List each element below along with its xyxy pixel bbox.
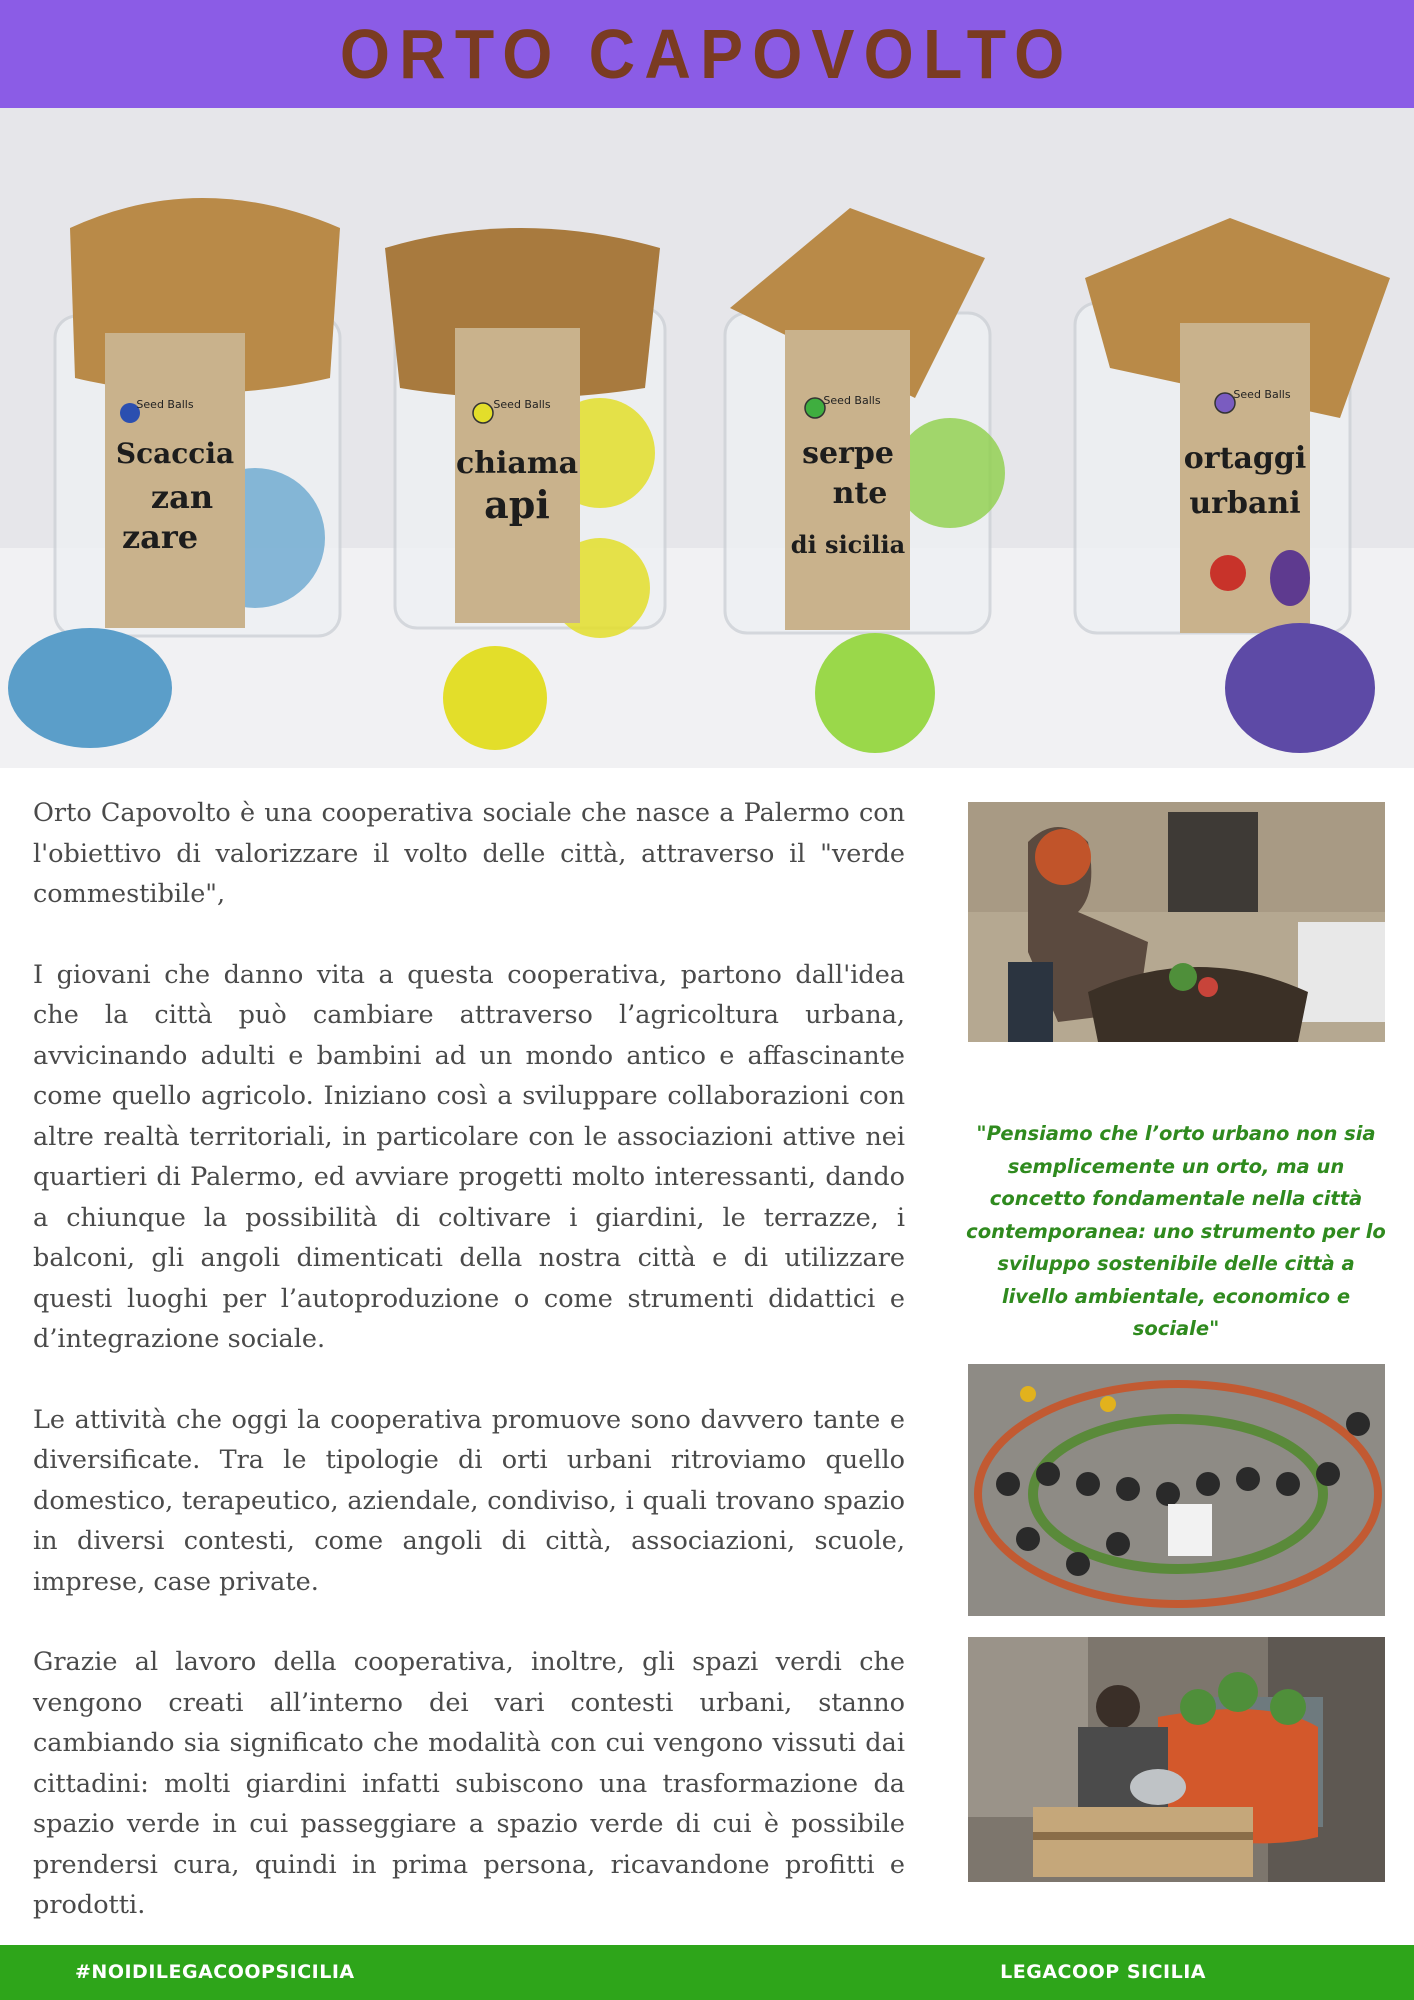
footer-hashtag: #NOIDILEGACOOPSICILIA <box>75 1961 355 1983</box>
jar-label-4-line2: urbani <box>1189 486 1301 521</box>
article-paragraph-4: Grazie al lavoro della cooperativa, inoltre, gli spazi verdi che vengono creati all’interno dei vari contesti urbani, stanno cambiando sia significato che modalità con cui vengono vissuti dai cittadini: molti giardini infatti subiscono una trasformazione da spazio verde in cui passeggiare a spazio verde di cui è possibile prendersi cura, quindi in prima persona, ricavandone profitti e prodotti. <box>33 1647 905 1920</box>
jar-label-2-line1: chiama <box>455 446 579 481</box>
jar-label-4-line1: ortaggi <box>1183 441 1307 476</box>
article-paragraph-1: Orto Capovolto è una cooperativa sociale che nasce a Palermo con l'obiettivo di valorizzare il volto delle città, attraverso il "verde commestibile", <box>33 798 905 909</box>
jar-label-1-line3: zare <box>121 518 199 556</box>
jar-brand-1: Seed Balls <box>136 398 194 411</box>
jar-label-1-line2: zan <box>150 478 214 516</box>
article-paragraph-3: Le attività che oggi la cooperativa promuove sono davvero tante e diversificate. Tra le tipologie di orti urbani ritroviamo quello domestico, terapeutico, aziendale, condiviso, i quali trovano spazio in diversi contesti, come angoli di città, associazioni, scuole, imprese, case private. <box>33 1404 905 1597</box>
page-header <box>0 0 1414 108</box>
jar-label-2-line2: api <box>484 482 550 527</box>
footer-organization: LEGACOOP SICILIA <box>1000 1961 1206 1983</box>
page-title: ORTO CAPOVOLTO <box>340 15 1074 93</box>
jar-label-3-line1: serpe <box>802 436 894 471</box>
jar-label-3-line3: di sicilia <box>790 530 906 559</box>
page-footer <box>0 1945 1414 2000</box>
photo-woman-gardening <box>968 802 1385 1042</box>
jar-brand-3: Seed Balls <box>823 394 881 407</box>
hero-image <box>0 108 1414 768</box>
pull-quote: "Pensiamo che l’orto urbano non sia semplicemente un orto, ma un concetto fondamentale nella città contemporanea: uno strumento per lo sviluppo sostenibile delle città a livello ambientale, economico e sociale" <box>966 1122 1386 1340</box>
jar-brand-4: Seed Balls <box>1233 388 1291 401</box>
photo-man-planter <box>968 1637 1385 1882</box>
jar-label-3-line2: nte <box>832 476 888 511</box>
jar-brand-2: Seed Balls <box>493 398 551 411</box>
jar-label-1-line1: Scaccia <box>115 437 235 470</box>
article-paragraph-2: I giovani che danno vita a questa cooperativa, partono dall'idea che la città può cambiare attraverso l’agricoltura urbana, avvicinando adulti e bambini ad un mondo antico e affascinante come quello agricolo. Iniziano così a sviluppare collaborazioni con altre realtà territoriali, in particolare con le associazioni attive nei quartieri di Palermo, ed avviare progetti molto interessanti, dando a chiunque la possibilità di coltivare i giardini, le terrazze, i balconi, gli angoli dimenticati della nostra città e di utilizzare questi luoghi per l’autoproduzione o come strumenti didattici e d’integrazione sociale. <box>33 959 905 1354</box>
photo-group-garden <box>968 1364 1385 1616</box>
article-body <box>33 793 905 1966</box>
